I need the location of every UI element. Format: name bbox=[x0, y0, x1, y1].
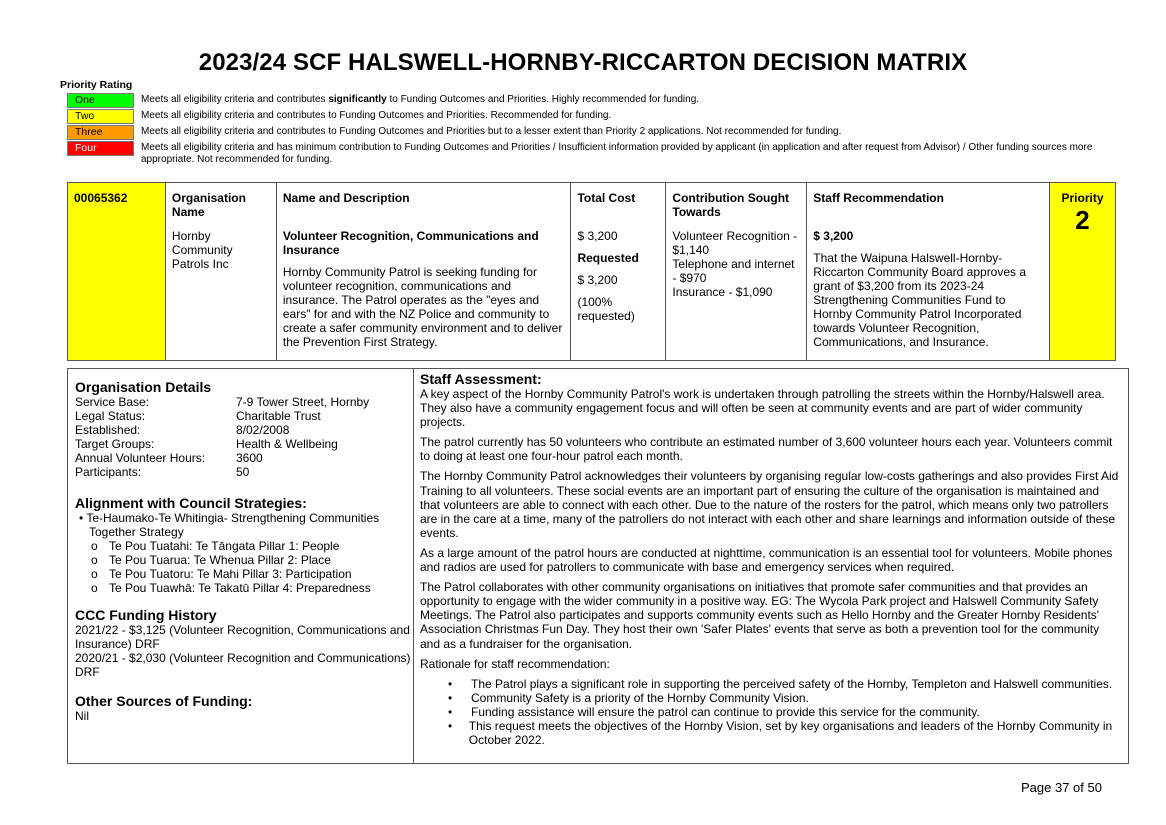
staff-recommendation-text: That the Waipuna Halswell-Hornby-Riccarton Community Board approves a grant of $3,200 from its 2023-24 Strengthening Communities Fund to Hornby Community Patrol Incorporated towards Volunteer Recognition, Communications, and Insurance. bbox=[813, 251, 1027, 349]
priority-desc-three: Meets all eligibility criteria and contributes to Funding Outcomes and Priorities but to a lesser extent than Priority 2 applications. Not recommended for funding. bbox=[141, 126, 842, 137]
application-id: 00065362 bbox=[74, 191, 128, 205]
total-cost-header: Total Cost bbox=[577, 191, 636, 205]
name-description-cell bbox=[276, 183, 571, 361]
org-detail-row: Service Base: 7-9 Tower Street, Hornby bbox=[75, 395, 370, 409]
alignment-pillar-item: o Te Pou Tuatoru: Te Mahi Pillar 3: Participation bbox=[91, 567, 352, 581]
org-detail-row: Target Groups: Health & Wellbeing bbox=[75, 437, 338, 451]
application-id-cell bbox=[68, 183, 166, 361]
org-detail-row: Annual Volunteer Hours: 3600 bbox=[75, 451, 263, 465]
priority-value: 2 bbox=[1075, 205, 1090, 235]
requested-percent: (100% requested) bbox=[577, 295, 635, 323]
requested-value: $ 3,200 bbox=[577, 273, 618, 287]
rationale-item: • Funding assistance will ensure the patrol can continue to provide this service for the community. bbox=[448, 704, 980, 719]
other-sources-value: Nil bbox=[75, 709, 89, 723]
summary-table bbox=[67, 182, 1116, 361]
org-detail-row: Participants: 50 bbox=[75, 465, 250, 479]
assessment-paragraph: A key aspect of the Hornby Community Patrol's work is undertaken through patrolling the streets within the Hornby/Halswell area. They also have a community engagement focus and will often be seen at community events and are part of wider community projects. bbox=[420, 387, 1105, 430]
rationale-item: • The Patrol plays a significant role in supporting the perceived safety of the Hornby, Templeton and Halswell communities. bbox=[448, 676, 1113, 691]
funding-history-heading: CCC Funding History bbox=[75, 607, 217, 623]
alignment-pillar-item: o Te Pou Tuawhā: Te Takatū Pillar 4: Preparedness bbox=[91, 581, 371, 595]
contribution-line: Insurance - $1,090 bbox=[672, 285, 773, 299]
alignment-pillar-item: o Te Pou Tuatahi: Te Tāngata Pillar 1: People bbox=[91, 539, 340, 553]
detail-section bbox=[67, 368, 1129, 764]
priority-swatch-two: Two bbox=[67, 109, 134, 124]
alignment-heading: Alignment with Council Strategies: bbox=[75, 495, 307, 511]
staff-recommendation-cell bbox=[807, 183, 1050, 361]
org-detail-row: Established: 8/02/2008 bbox=[75, 423, 290, 437]
assessment-paragraph: The patrol currently has 50 volunteers who contribute an estimated number of 3,600 volunteer hours each year. Volunteers commit to doing at least one four-hour patrol each month. bbox=[420, 435, 1113, 464]
contribution-line: Telephone and internet - $970 bbox=[672, 257, 795, 285]
funding-history-item: 2020/21 - $2,030 (Volunteer Recognition and Communications) DRF bbox=[75, 651, 411, 679]
staff-recommendation-header: Staff Recommendation bbox=[813, 191, 944, 205]
staff-recommendation-amount: $ 3,200 bbox=[813, 229, 854, 243]
other-sources-heading: Other Sources of Funding: bbox=[75, 693, 253, 709]
priority-level-one bbox=[67, 93, 700, 108]
assessment-paragraph: The Hornby Community Patrol acknowledges their volunteers by organising regular low-costs gatherings and also provides First Aid Training to all volunteers. These social events are an important part of ensuring the culture of the organisation is maintained and that volunteers are able to connect with each other. Due to the nature of the rosters for the patrol, which means only two patrollers are in the care at a time, many of the patrollers do not interact with each other and share learnings and information outside of these events. bbox=[420, 469, 1119, 540]
org-detail-row: Legal Status: Charitable Trust bbox=[75, 409, 321, 423]
organisation-header: Organisation Name bbox=[171, 191, 246, 219]
org-details-heading: Organisation Details bbox=[75, 379, 212, 395]
priority-swatch-four: Four bbox=[67, 141, 134, 156]
page-number: Page 37 of 50 bbox=[1021, 780, 1102, 795]
priority-swatch-one: One bbox=[67, 93, 134, 108]
priority-desc-four: Meets all eligibility criteria and has minimum contribution to Funding Outcomes and Priorities / Insufficient information provided by applicant (in application and after request from Advisor) / Other funding sources more appropriate. Not recommended for funding. bbox=[141, 142, 1093, 165]
organisation-details-column bbox=[68, 369, 414, 763]
rationale-item: • Community Safety is a priority of the Hornby Community Vision. bbox=[448, 690, 809, 705]
priority-header: Priority bbox=[1061, 191, 1104, 205]
priority-rating-heading: Priority Rating bbox=[60, 79, 133, 91]
rationale-label: Rationale for staff recommendation: bbox=[420, 656, 610, 671]
priority-level-four bbox=[67, 141, 1093, 165]
project-title: Volunteer Recognition, Communications and Insurance bbox=[282, 229, 539, 257]
staff-assessment-column bbox=[414, 369, 1128, 763]
priority-desc-one: Meets all eligibility criteria and contributes significantly to Funding Outcomes and Priorities. Highly recommended for funding. bbox=[141, 94, 700, 105]
alignment-strategy-item: • Te-Haumako-Te Whitingia- Strengthening Communities Together Strategy bbox=[79, 511, 380, 539]
priority-level-three bbox=[67, 125, 842, 140]
contribution-cell bbox=[666, 183, 807, 361]
assessment-paragraph: The Patrol collaborates with other community organisations on initiatives that promote safer communities and that provides an opportunity to engage with the wider community in a positive way. EG: The Wycola Park project and Halswell Community Safety Meetings. The Patrol also participates and supports community events such as Hello Hornby and the Greater Hornby Residents' Association Christmas Fun Day. They host their own 'Safer Plates' events that serve as both a prevention tool for the community and as a fundraiser for the organisation. bbox=[420, 580, 1100, 651]
name-description-header: Name and Description bbox=[282, 191, 410, 205]
project-description: Hornby Community Patrol is seeking funding for volunteer recognition, communications and insurance. The Patrol operates as the "eyes and ears" for and with the NZ Police and community to create a safer community environment and to deliver the Prevention First Strategy. bbox=[282, 265, 563, 349]
organisation-cell bbox=[165, 183, 276, 361]
staff-assessment-heading: Staff Assessment: bbox=[420, 371, 542, 387]
priority-swatch-three: Three bbox=[67, 125, 134, 140]
priority-cell bbox=[1049, 183, 1115, 361]
priority-level-two bbox=[67, 109, 612, 124]
assessment-paragraph: As a large amount of the patrol hours are conducted at nighttime, communication is an essential tool for volunteers. Mobile phones and radios are used for patrollers to communicate with base and emergency services when required. bbox=[420, 545, 1113, 575]
page-title: 2023/24 SCF HALSWELL-HORNBY-RICCARTON DECISION MATRIX bbox=[198, 49, 968, 76]
funding-history-item: 2021/22 - $3,125 (Volunteer Recognition, Communications and Insurance) DRF bbox=[75, 623, 410, 651]
total-cost-value: $ 3,200 bbox=[577, 229, 618, 243]
organisation-name: Hornby Community Patrols Inc bbox=[171, 229, 233, 271]
rationale-item: • This request meets the objectives of the Hornby Vision, set by key organisations and leaders of the Hornby Community in October 2022. bbox=[448, 718, 1113, 748]
total-cost-cell bbox=[571, 183, 666, 361]
requested-label: Requested bbox=[577, 251, 639, 265]
alignment-pillar-item: o Te Pou Tuarua: Te Whenua Pillar 2: Place bbox=[91, 553, 331, 567]
priority-desc-two: Meets all eligibility criteria and contributes to Funding Outcomes and Priorities. Recommended for funding. bbox=[141, 110, 612, 121]
contribution-header: Contribution Sought Towards bbox=[672, 191, 790, 219]
contribution-line: Volunteer Recognition - $1,140 bbox=[672, 229, 798, 257]
